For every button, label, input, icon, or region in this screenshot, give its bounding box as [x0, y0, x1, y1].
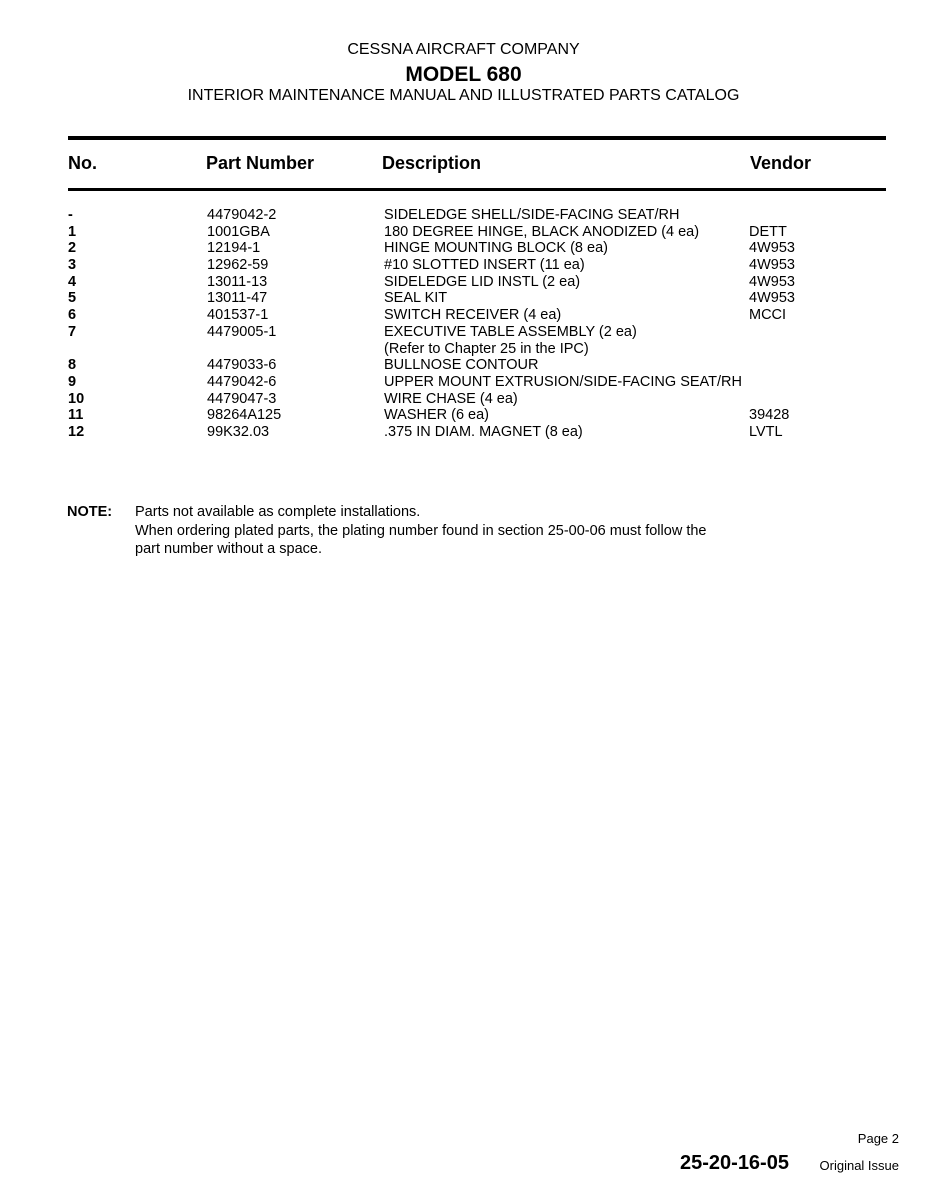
item-number: 6	[68, 307, 77, 324]
part-description: WIRE CHASE (4 ea)	[384, 390, 518, 407]
part-description: HINGE MOUNTING BLOCK (8 ea)	[384, 240, 608, 257]
table-row	[0, 240, 927, 257]
vendor-code: DETT	[749, 223, 787, 240]
part-number: 12194-1	[207, 240, 261, 257]
item-number: -	[68, 207, 73, 223]
vendor-code: MCCI	[749, 307, 787, 324]
part-number: 4479033-6	[207, 357, 277, 374]
page-number: Page 2	[857, 1131, 899, 1146]
part-number: 4479005-1	[207, 323, 277, 340]
part-description: .375 IN DIAM. MAGNET (8 ea)	[384, 423, 583, 440]
item-number: 9	[68, 373, 77, 390]
column-header-part-number: Part Number	[206, 153, 315, 173]
item-number: 10	[68, 390, 85, 407]
item-number: 5	[68, 290, 77, 307]
note-line: Parts not available as complete installations.	[135, 504, 421, 520]
part-number: 13011-47	[207, 290, 268, 307]
part-number: 12962-59	[207, 257, 269, 274]
item-number: 12	[68, 423, 85, 440]
part-description: 180 DEGREE HINGE, BLACK ANODIZED (4 ea)	[384, 223, 700, 240]
part-number: 98264A125	[207, 407, 282, 424]
table-row	[0, 324, 927, 341]
part-description: SEAL KIT	[384, 290, 448, 307]
part-number: 1001GBA	[207, 223, 270, 240]
part-description: (Refer to Chapter 25 in the IPC)	[384, 340, 589, 357]
item-number: 2	[68, 240, 77, 257]
part-number: 99K32.03	[207, 423, 270, 440]
part-description: UPPER MOUNT EXTRUSION/SIDE-FACING SEAT/RH	[384, 373, 742, 390]
column-header-vendor: Vendor	[750, 153, 812, 173]
item-number: 4	[68, 273, 77, 290]
note-label: NOTE:	[67, 504, 113, 520]
table-row	[0, 207, 927, 224]
model-title: MODEL 680	[405, 63, 522, 86]
table-row	[0, 257, 927, 274]
part-number: 13011-13	[207, 273, 268, 290]
vendor-code: 4W953	[749, 257, 795, 274]
table-row	[0, 341, 927, 358]
document-code: 25-20-16-05	[680, 1152, 789, 1174]
item-number: 11	[68, 407, 84, 424]
parts-list	[0, 207, 927, 441]
table-row	[0, 290, 927, 307]
item-number: 3	[68, 257, 77, 274]
vendor-code: 39428	[749, 407, 790, 424]
vendor-code: LVTL	[749, 423, 783, 440]
part-number: 4479042-6	[207, 373, 277, 390]
table-row	[0, 374, 927, 391]
table-header-rule	[68, 188, 886, 191]
part-description: BULLNOSE CONTOUR	[384, 357, 539, 374]
table-top-rule	[68, 136, 886, 140]
table-row	[0, 307, 927, 324]
item-number: 8	[68, 357, 77, 374]
part-number: 4479047-3	[207, 390, 277, 407]
part-description: WASHER (6 ea)	[384, 407, 490, 424]
table-row	[0, 424, 927, 441]
vendor-code: 4W953	[749, 240, 795, 257]
part-description: SWITCH RECEIVER (4 ea)	[384, 307, 562, 324]
note-line: part number without a space.	[135, 541, 322, 557]
table-row	[0, 357, 927, 374]
table-row	[0, 224, 927, 241]
table-row	[0, 407, 927, 424]
part-description: SIDELEDGE LID INSTL (2 ea)	[384, 273, 581, 290]
part-description: SIDELEDGE SHELL/SIDE-FACING SEAT/RH	[384, 207, 680, 223]
part-number: 4479042-2	[207, 207, 277, 223]
item-number: 7	[68, 323, 77, 340]
company-name: CESSNA AIRCRAFT COMPANY	[347, 41, 580, 58]
part-description: #10 SLOTTED INSERT (11 ea)	[384, 257, 585, 274]
note-line: When ordering plated parts, the plating number found in section 25-00-06 must follow the	[135, 523, 707, 539]
vendor-code: 4W953	[749, 273, 795, 290]
table-row	[0, 274, 927, 291]
item-number: 1	[68, 223, 77, 240]
table-row	[0, 391, 927, 408]
part-description: EXECUTIVE TABLE ASSEMBLY (2 ea)	[384, 323, 637, 340]
part-number: 401537-1	[207, 307, 269, 324]
vendor-code: 4W953	[749, 290, 795, 307]
issue-status: Original Issue	[819, 1158, 899, 1173]
column-header-no: No.	[68, 153, 97, 173]
column-header-description: Description	[382, 153, 482, 173]
manual-title: INTERIOR MAINTENANCE MANUAL AND ILLUSTRATED PARTS CATALOG	[187, 87, 740, 104]
